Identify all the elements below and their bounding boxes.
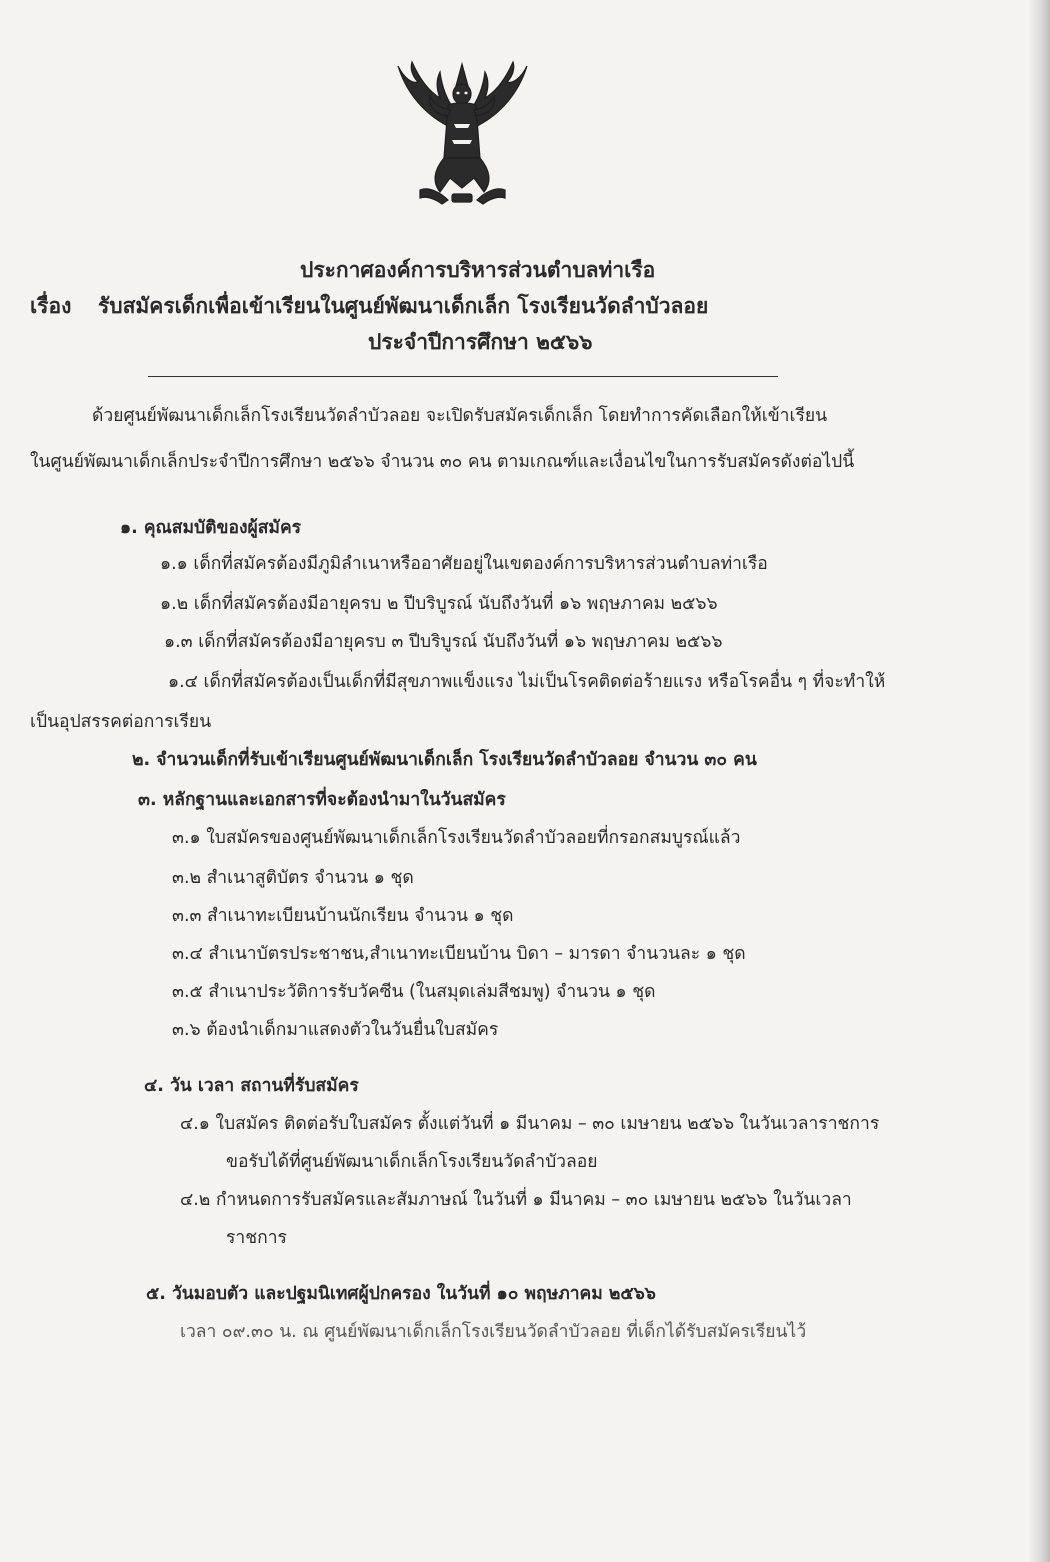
- section-1-item-3: ๑.๓ เด็กที่สมัครต้องมีอายุครบ ๓ ปีบริบูรณ์ นับถึงวันที่ ๑๖ พฤษภาคม ๒๕๖๖: [164, 632, 723, 652]
- garuda-emblem-icon: [390, 58, 535, 208]
- section-5-detail: เวลา ๐๙.๓๐ น. ณ ศูนย์พัฒนาเด็กเล็กโรงเรียนวัดลำบัวลอย ที่เด็กได้รับสมัครเรียนไว้: [180, 1322, 807, 1342]
- section-1-heading: ๑. คุณสมบัติของผู้สมัคร: [120, 518, 302, 538]
- section-4-item-1-continued: ขอรับได้ที่ศูนย์พัฒนาเด็กเล็กโรงเรียนวัดลำบัวลอย: [226, 1152, 598, 1172]
- title-divider: [148, 376, 778, 377]
- section-4-heading: ๔. วัน เวลา สถานที่รับสมัคร: [144, 1076, 359, 1096]
- section-3-item-2: ๓.๒ สำเนาสูติบัตร จำนวน ๑ ชุด: [172, 868, 414, 888]
- section-3-item-6: ๓.๖ ต้องนำเด็กมาแสดงตัวในวันยื่นใบสมัคร: [172, 1020, 499, 1040]
- section-4-item-2: ๔.๒ กำหนดการรับสมัครและสัมภาษณ์ ในวันที่ ๑ มีนาคม – ๓๐ เมษายน ๒๕๖๖ ในวันเวลา: [180, 1190, 852, 1210]
- subject-text: รับสมัครเด็กเพื่อเข้าเรียนในศูนย์พัฒนาเด็กเล็ก โรงเรียนวัดลำบัวลอย: [98, 294, 709, 318]
- page-edge-shadow: [1028, 0, 1050, 1562]
- academic-year-line: ประจำปีการศึกษา ๒๕๖๖: [368, 330, 593, 354]
- document-title: ประกาศองค์การบริหารส่วนตำบลท่าเรือ: [300, 258, 656, 282]
- intro-line-2: ในศูนย์พัฒนาเด็กเล็กประจำปีการศึกษา ๒๕๖๖ จำนวน ๓๐ คน ตามเกณฑ์และเงื่อนไขในการรับสมัครดังต่อไปนี้: [30, 452, 855, 472]
- section-1-item-4-continued: เป็นอุปสรรคต่อการเรียน: [30, 712, 212, 732]
- section-4-item-2-continued: ราชการ: [226, 1228, 287, 1248]
- intro-line-1: ด้วยศูนย์พัฒนาเด็กเล็กโรงเรียนวัดลำบัวลอย จะเปิดรับสมัครเด็กเล็ก โดยทำการคัดเลือกให้เข้าเรียน: [92, 406, 828, 426]
- section-5-heading: ๕. วันมอบตัว และปฐมนิเทศผู้ปกครอง ในวันที่ ๑๐ พฤษภาคม ๒๕๖๖: [146, 1284, 656, 1304]
- section-3-item-1: ๓.๑ ใบสมัครของศูนย์พัฒนาเด็กเล็กโรงเรียนวัดลำบัวลอยที่กรอกสมบูรณ์แล้ว: [172, 828, 741, 848]
- section-2-heading: ๒. จำนวนเด็กที่รับเข้าเรียนศูนย์พัฒนาเด็กเล็ก โรงเรียนวัดลำบัวลอย จำนวน ๓๐ คน: [132, 750, 757, 770]
- section-1-item-2: ๑.๒ เด็กที่สมัครต้องมีอายุครบ ๒ ปีบริบูรณ์ นับถึงวันที่ ๑๖ พฤษภาคม ๒๕๖๖: [160, 594, 718, 614]
- section-4-item-1: ๔.๑ ใบสมัคร ติดต่อรับใบสมัคร ตั้งแต่วันที่ ๑ มีนาคม – ๓๐ เมษายน ๒๕๖๖ ในวันเวลาราชการ: [180, 1114, 880, 1134]
- section-3-heading: ๓. หลักฐานและเอกสารที่จะต้องนำมาในวันสมัคร: [138, 790, 506, 810]
- section-3-item-4: ๓.๔ สำเนาบัตรประชาชน,สำเนาทะเบียนบ้าน บิดา – มารดา จำนวนละ ๑ ชุด: [172, 944, 746, 964]
- section-3-item-3: ๓.๓ สำเนาทะเบียนบ้านนักเรียน จำนวน ๑ ชุด: [172, 906, 514, 926]
- section-1-item-1: ๑.๑ เด็กที่สมัครต้องมีภูมิลำเนาหรืออาศัยอยู่ในเขตองค์การบริหารส่วนตำบลท่าเรือ: [160, 554, 768, 574]
- subject-label: เรื่อง: [30, 294, 72, 318]
- section-1-item-4: ๑.๔ เด็กที่สมัครต้องเป็นเด็กที่มีสุขภาพแข็งแรง ไม่เป็นโรคติดต่อร้ายแรง หรือโรคอื่น ๆ ที่จะทำให้: [168, 672, 886, 692]
- section-3-item-5: ๓.๕ สำเนาประวัติการรับวัคซีน (ในสมุดเล่มสีชมพู) จำนวน ๑ ชุด: [172, 982, 656, 1002]
